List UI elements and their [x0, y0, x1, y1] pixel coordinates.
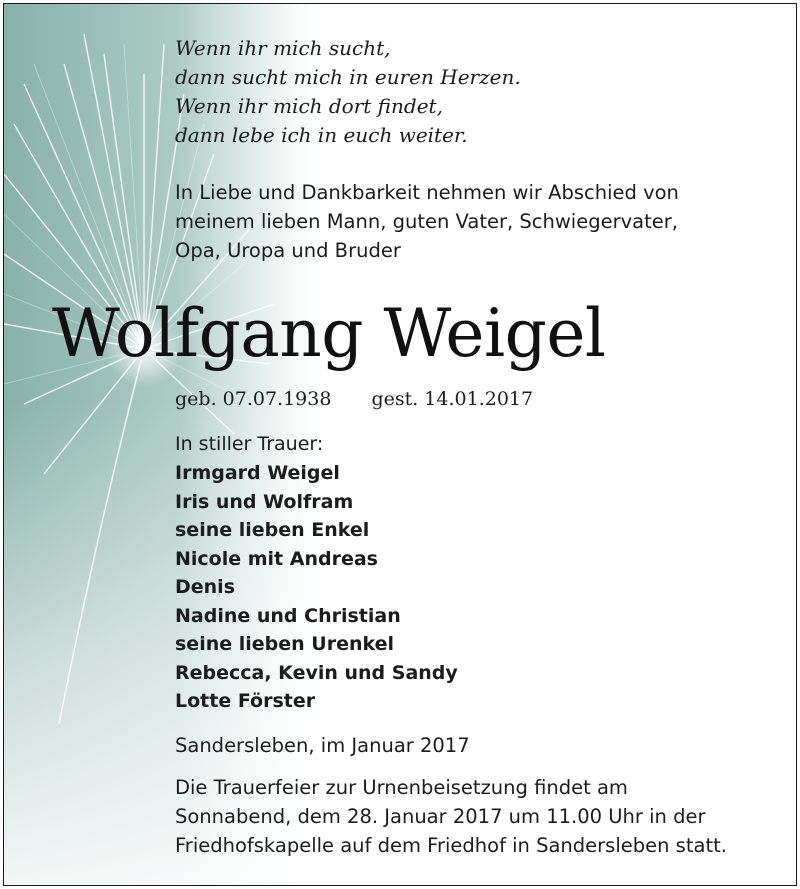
poem-line: Wenn ihr mich dort findet, — [175, 94, 443, 118]
death-date: gest. 14.01.2017 — [371, 388, 534, 410]
mourner: Denis — [175, 576, 236, 598]
mourner: Irmgard Weigel — [175, 462, 340, 484]
poem-line: dann lebe ich in euch weiter. — [175, 123, 468, 147]
birth-date: geb. 07.07.1938 — [175, 388, 332, 410]
deceased-name: Wolfgang Weigel — [52, 295, 606, 372]
mourner: Rebecca, Kevin und Sandy — [175, 661, 458, 684]
poem-line: dann sucht mich in euren Herzen. — [175, 65, 521, 89]
intro-line: Opa, Uropa und Bruder — [175, 239, 401, 262]
mourner: Lotte Förster — [175, 690, 316, 712]
intro-line: meinem lieben Mann, guten Vater, Schwiegervater, — [175, 210, 678, 233]
funeral-notice — [175, 773, 727, 860]
obituary-frame — [3, 3, 797, 886]
poem-line: Wenn ihr mich sucht, — [175, 36, 391, 60]
intro-line: In Liebe und Dankbarkeit nehmen wir Abschied von — [175, 181, 679, 204]
mourner: Nicole mit Andreas — [175, 547, 378, 570]
funeral-line: Friedhofskapelle auf dem Friedhof in Sandersleben statt. — [175, 834, 727, 857]
mourning-label: In stiller Trauer: — [175, 433, 324, 455]
farewell-intro — [175, 178, 679, 265]
mourners-list — [175, 459, 458, 716]
place-and-date: Sandersleben, im Januar 2017 — [175, 734, 470, 757]
mourner: seine lieben Enkel — [175, 519, 370, 541]
mourner: Iris und Wolfram — [175, 490, 354, 513]
poem — [175, 34, 521, 150]
funeral-line: Sonnabend, dem 28. Januar 2017 um 11.00 Uhr in der — [175, 805, 706, 828]
mourner: Nadine und Christian — [175, 604, 401, 627]
mourner: seine lieben Urenkel — [175, 633, 395, 655]
funeral-line: Die Trauerfeier zur Urnenbeisetzung findet am — [175, 776, 628, 799]
life-dates — [175, 385, 533, 414]
